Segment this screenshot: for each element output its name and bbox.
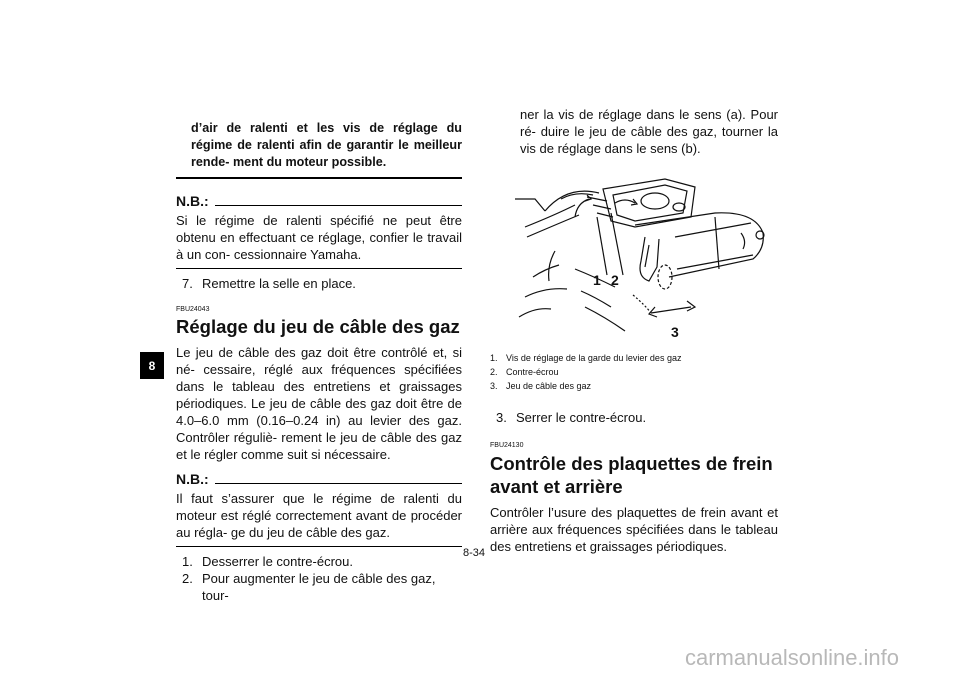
step-item <box>176 570 462 604</box>
caption-item <box>490 379 778 393</box>
step-continuation: ner la vis de réglage dans le sens (a). Pour ré- duire le jeu de câble des gaz, tourner la vis de réglage dans le sens (b). <box>520 107 778 156</box>
step-item <box>176 553 462 570</box>
step-number: 7. <box>182 276 193 291</box>
caption-number: 1. <box>490 353 498 363</box>
section-code: FBU24130 <box>490 442 524 449</box>
page-number: 8-34 <box>463 547 486 559</box>
right-column <box>490 106 778 555</box>
handlebar-illustration <box>515 177 765 345</box>
caption-text: Jeu de câble des gaz <box>506 381 592 391</box>
note-text: Si le régime de ralenti spécifié ne peut être obtenu en effectuant ce réglage, confier le travail à un con- cessionnaire Yamaha. <box>176 212 462 269</box>
step-text: Serrer le contre-écrou. <box>516 410 647 425</box>
step-text: Desserrer le contre-écrou. <box>202 554 353 569</box>
note-box-1 <box>176 193 462 269</box>
section-paragraph: Le jeu de câble des gaz doit être contrôlé et, si né- cessaire, réglé aux fréquences spécifiées dans le tableau des entretiens et graissages périodiques. Le jeu de câble des gaz doit être de 4.0–6.0 mm (0.16–0.24 in) au levier des gaz. Contrôler réguliè- rement le jeu de câble des gaz et le régler comme suit si nécessaire. <box>176 345 462 462</box>
caption-number: 3. <box>490 381 498 391</box>
step-number: 1. <box>182 554 193 569</box>
caption-text: Vis de réglage de la garde du levier des gaz <box>506 353 682 363</box>
note-text: Il faut s’assurer que le régime de ralenti du moteur est réglé correctement avant de procéder au régla- ge du jeu de câble des gaz. <box>176 490 462 547</box>
watermark: carmanualsonline.info <box>685 645 900 670</box>
section-title: Contrôle des plaquettes de frein avant et arrière <box>490 453 773 497</box>
section-title: Réglage du jeu de câble des gaz <box>176 316 460 337</box>
figure-captions <box>490 351 778 393</box>
callout-1: 1 <box>593 272 601 288</box>
note-box-2 <box>176 471 462 547</box>
callout-2: 2 <box>611 272 619 288</box>
note-title: N.B.: <box>176 471 209 487</box>
warning-continuation: d’air de ralenti et les vis de réglage du régime de ralenti afin de garantir le meilleur rende- ment du moteur possible. <box>176 120 462 179</box>
step-text: Remettre la selle en place. <box>202 276 356 291</box>
left-column <box>176 120 462 604</box>
section-code: FBU24043 <box>176 306 210 313</box>
throttle-figure <box>515 177 765 345</box>
step-item <box>176 275 462 292</box>
note-rule <box>215 205 462 206</box>
step-number: 3. <box>496 410 507 425</box>
caption-item <box>490 351 778 365</box>
callout-3: 3 <box>671 324 679 340</box>
caption-number: 2. <box>490 367 498 377</box>
note-rule <box>215 483 462 484</box>
caption-item <box>490 365 778 379</box>
step-number: 2. <box>182 571 193 586</box>
chapter-tab: 8 <box>140 352 164 379</box>
note-title: N.B.: <box>176 193 209 209</box>
step-text: Pour augmenter le jeu de câble des gaz, tour- <box>202 571 436 603</box>
step-item <box>490 409 778 426</box>
section-paragraph: Contrôler l’usure des plaquettes de frein avant et arrière aux fréquences spécifiées dans le tableau des entretiens et graissages périodiques. <box>490 505 778 554</box>
caption-text: Contre-écrou <box>506 367 559 377</box>
